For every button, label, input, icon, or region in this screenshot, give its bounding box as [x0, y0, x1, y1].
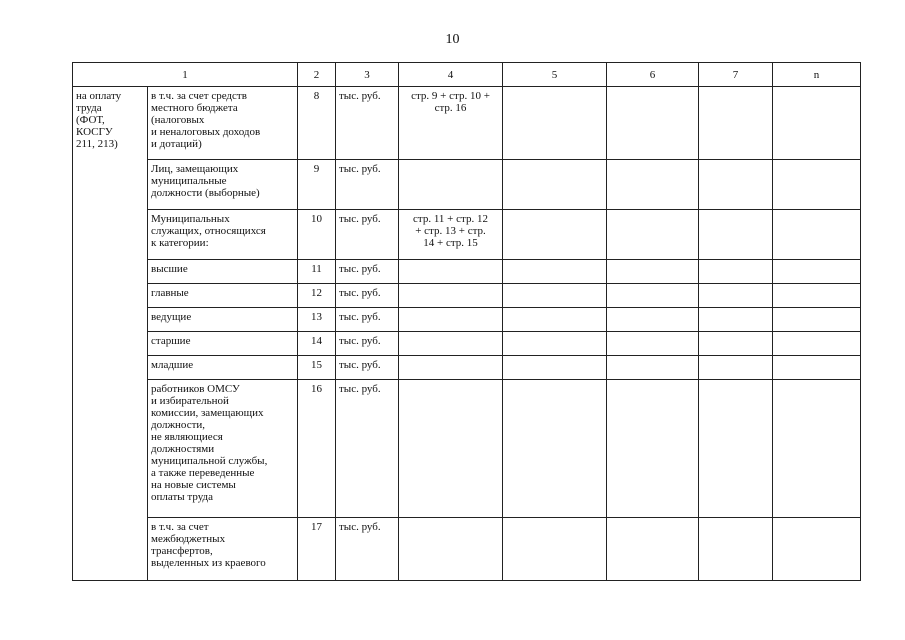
row-name: старшие — [148, 332, 298, 356]
row-line-number: 9 — [298, 160, 336, 210]
column-header-7: 7 — [699, 63, 773, 87]
value-cell — [503, 518, 607, 581]
value-cell — [699, 380, 773, 518]
row-unit: тыс. руб. — [336, 284, 399, 308]
row-name: Лиц, замещающих муниципальные должности (выборные) — [148, 160, 298, 210]
value-cell — [503, 380, 607, 518]
row-line-number: 12 — [298, 284, 336, 308]
value-cell — [699, 260, 773, 284]
row-unit: тыс. руб. — [336, 210, 399, 260]
row-line-number: 17 — [298, 518, 336, 581]
table-row — [73, 260, 861, 284]
value-cell — [773, 380, 861, 518]
row-name: высшие — [148, 260, 298, 284]
row-formula — [399, 308, 503, 332]
value-cell — [503, 284, 607, 308]
value-cell — [699, 356, 773, 380]
row-name: в т.ч. за счет межбюджетных трансфертов, выделенных из краевого — [148, 518, 298, 581]
row-name: ведущие — [148, 308, 298, 332]
row-line-number: 15 — [298, 356, 336, 380]
table-header-row — [73, 63, 861, 87]
value-cell — [607, 332, 699, 356]
value-cell — [699, 332, 773, 356]
row-unit: тыс. руб. — [336, 380, 399, 518]
value-cell — [503, 260, 607, 284]
row-formula — [399, 356, 503, 380]
row-name: работников ОМСУ и избирательной комиссии, замещающих должности, не являющиеся должностями муниципальной службы, а также переведенные на новые системы оплаты труда — [148, 380, 298, 518]
column-header-6: 6 — [607, 63, 699, 87]
column-header-n: n — [773, 63, 861, 87]
value-cell — [607, 308, 699, 332]
table-row — [73, 380, 861, 518]
value-cell — [607, 284, 699, 308]
column-header-4: 4 — [399, 63, 503, 87]
row-line-number: 10 — [298, 210, 336, 260]
row-name: главные — [148, 284, 298, 308]
row-unit: тыс. руб. — [336, 518, 399, 581]
row-line-number: 11 — [298, 260, 336, 284]
value-cell — [699, 160, 773, 210]
row-unit: тыс. руб. — [336, 260, 399, 284]
row-formula — [399, 518, 503, 581]
row-formula: стр. 11 + стр. 12 + стр. 13 + стр. 14 + стр. 15 — [399, 210, 503, 260]
value-cell — [773, 260, 861, 284]
value-cell — [773, 356, 861, 380]
value-cell — [607, 518, 699, 581]
value-cell — [773, 518, 861, 581]
value-cell — [699, 284, 773, 308]
value-cell — [699, 210, 773, 260]
row-formula — [399, 380, 503, 518]
row-name: младшие — [148, 356, 298, 380]
value-cell — [607, 210, 699, 260]
value-cell — [607, 260, 699, 284]
row-line-number: 13 — [298, 308, 336, 332]
column-header-5: 5 — [503, 63, 607, 87]
group-label-cell: на оплату труда (ФОТ, КОСГУ 211, 213) — [73, 87, 148, 581]
row-unit: тыс. руб. — [336, 160, 399, 210]
value-cell — [699, 308, 773, 332]
value-cell — [773, 332, 861, 356]
value-cell — [503, 210, 607, 260]
row-name: Муниципальных служащих, относящихся к категории: — [148, 210, 298, 260]
value-cell — [699, 87, 773, 160]
value-cell — [503, 308, 607, 332]
row-formula — [399, 332, 503, 356]
table-row — [73, 284, 861, 308]
value-cell — [503, 356, 607, 380]
row-line-number: 16 — [298, 380, 336, 518]
row-line-number: 8 — [298, 87, 336, 160]
row-name: в т.ч. за счет средств местного бюджета (налоговых и неналоговых доходов и дотаций) — [148, 87, 298, 160]
value-cell — [607, 87, 699, 160]
column-header-3: 3 — [336, 63, 399, 87]
row-unit: тыс. руб. — [336, 356, 399, 380]
table-row — [73, 356, 861, 380]
value-cell — [773, 160, 861, 210]
row-unit: тыс. руб. — [336, 332, 399, 356]
row-formula — [399, 284, 503, 308]
value-cell — [503, 332, 607, 356]
value-cell — [699, 518, 773, 581]
value-cell — [773, 87, 861, 160]
table-row — [73, 87, 861, 160]
row-formula — [399, 260, 503, 284]
table-row — [73, 518, 861, 581]
value-cell — [607, 356, 699, 380]
page-number: 10 — [445, 32, 460, 47]
table-row — [73, 308, 861, 332]
row-unit: тыс. руб. — [336, 87, 399, 160]
row-formula: стр. 9 + стр. 10 + стр. 16 — [399, 87, 503, 160]
value-cell — [773, 210, 861, 260]
value-cell — [607, 380, 699, 518]
table-row — [73, 160, 861, 210]
table-row — [73, 332, 861, 356]
value-cell — [607, 160, 699, 210]
row-formula — [399, 160, 503, 210]
value-cell — [503, 87, 607, 160]
value-cell — [773, 308, 861, 332]
value-cell — [773, 284, 861, 308]
report-table — [72, 62, 861, 581]
table-row — [73, 210, 861, 260]
row-unit: тыс. руб. — [336, 308, 399, 332]
row-line-number: 14 — [298, 332, 336, 356]
value-cell — [503, 160, 607, 210]
column-header-1: 1 — [73, 63, 298, 87]
column-header-2: 2 — [298, 63, 336, 87]
